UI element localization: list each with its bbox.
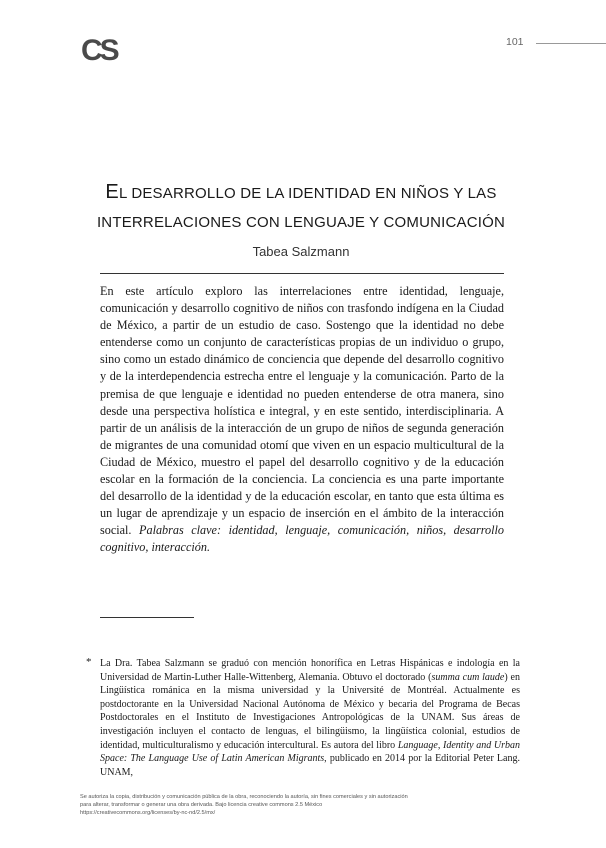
license-link[interactable]: https://creativecommons.org/licenses/by-nc-nd/2.5/mx/	[80, 810, 216, 816]
footnote-text-1: La Dra. Tabea Salzmann se graduó con mención honorífica en Letras Hispánicas e indología en la Universidad de Martin-Luther Halle-Wittenberg, Alemania. Obtuvo el doctorado (	[100, 658, 520, 683]
abstract-bottom-rule	[100, 617, 194, 618]
footnote-book-title: Language, Identity and Urban Space: The Language Use of Latin American Migrants	[100, 739, 520, 765]
title-line-2: INTERRELACIONES CON LENGUAJE Y COMUNICACIÓN	[96, 214, 506, 231]
abstract-text: En este artículo exploro las interrelaciones entre identidad, lenguaje, comunicación y desarrollo cognitivo de niños con trasfondo indígena en la Ciudad de México, a partir de un estudio de caso. Sostengo que la identidad no debe entenderse como un conjunto de características propias de un individuo o grupo, sino como un estado dinámico de conciencia que depende del desarrollo cognitivo y de la interdependencia estrecha entre el lenguaje y la comunicación. Parto de la premisa de que lenguaje e identidad no pueden entenderse de otra manera, sino desde una perspectiva holística e integral, y en este sentido, interdisciplinaria. A partir de un análisis de la interacción de un grupo de niños de segunda generación de migrantes de una comunidad otomí que viven en un espacio multicultural de la Ciudad de México, muestro el papel del desarrollo cognitivo y de la educación escolar en la formación de la conciencia. La conciencia es una parte importante del desarrollo de la identidad y de la educación escolar, en tanto que esta última es un lugar de aprendizaje y un espacio de inserción en el ámbito de la interacción social.	[100, 284, 504, 538]
header-rule	[536, 43, 606, 44]
footnote-marker: *	[86, 656, 92, 668]
abstract-top-rule	[100, 273, 504, 274]
journal-logo	[81, 34, 125, 64]
license-notice	[80, 793, 530, 817]
keywords-label: Palabras clave:	[139, 523, 222, 538]
author-name: Tabea Salzmann	[252, 244, 350, 259]
author-footnote	[86, 656, 520, 779]
abstract	[100, 283, 504, 557]
keywords: identidad, lenguaje, comunicación, niños, desarrollo cognitivo, interacción.	[100, 523, 505, 555]
title-initial: E	[105, 181, 119, 203]
license-line-2: para alterar, transformar o generar una obra derivada. Bajo licencia creative commons 2.5 México	[80, 802, 323, 808]
journal-logo-text: CS	[81, 34, 117, 64]
license-line-1: Se autoriza la copia, distribución y comunicación pública de la obra, reconociendo la autoría, sin fines comerciales y sin autorización	[80, 794, 408, 800]
article-title	[80, 178, 522, 237]
footnote-text-2: ) en Lingüística románica en la misma universidad y la Université de Montréal. Actualmente es postdoctorante en la Universidad Nacional Autónoma de México y becaria del Programa de Becas Postdoctorales en el Instituto de Investigaciones Antropológicas de la UNAM. Sus áreas de investigación incluyen el contacto de lenguas, el bilingüismo, la lingüística colonial, estudios de identidad, multiculturalismo y educación intercultural. Es autora del libro	[100, 671, 520, 751]
title-line-1: L DESARROLLO DE LA IDENTIDAD EN NIÑOS Y LAS	[118, 185, 497, 202]
footnote-summa: summa cum laude	[431, 671, 505, 683]
page-number: 101	[506, 36, 524, 48]
footnote-text-3: , publicado en 2014 por la Editorial Peter Lang. UNAM,	[100, 753, 520, 778]
